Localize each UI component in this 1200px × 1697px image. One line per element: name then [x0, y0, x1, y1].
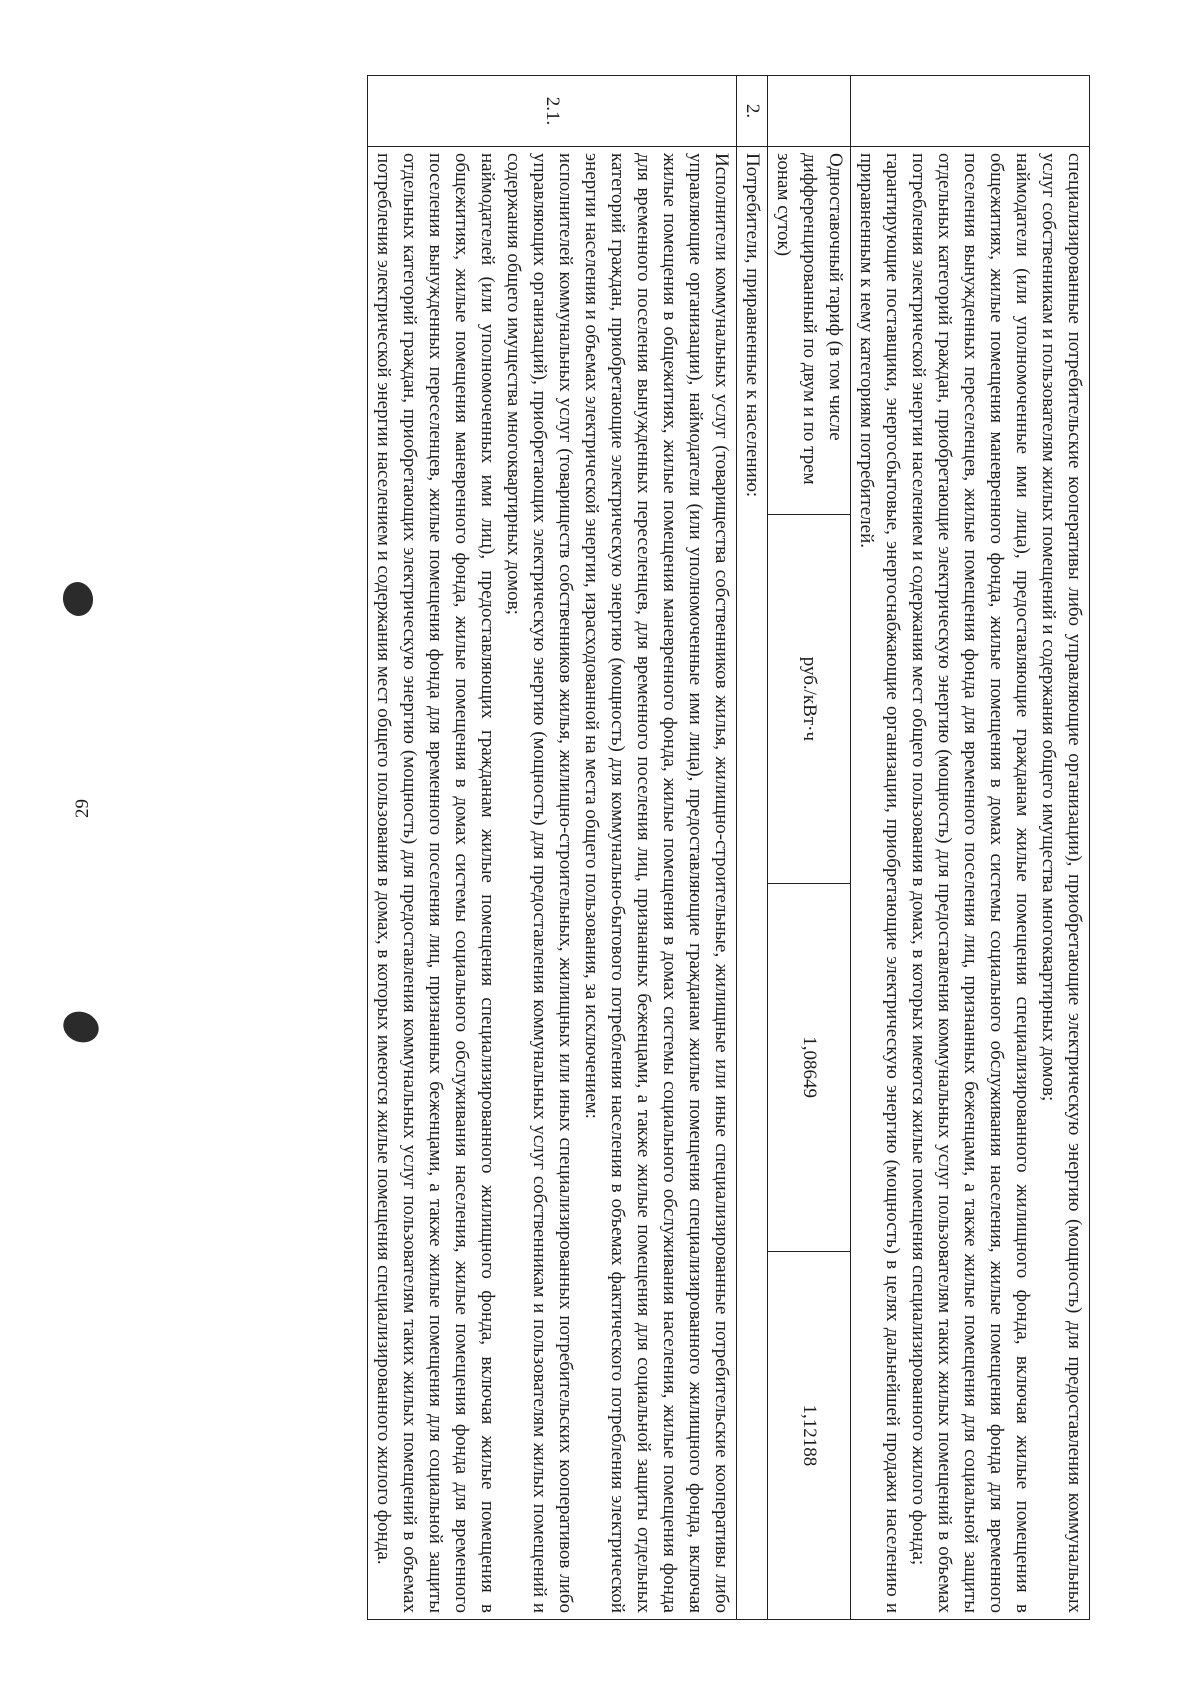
paragraph: гарантирующие поставщики, энергосбытовые, энергоснабжающие организации, приобретающие электрическую энергию (мощность) в целях дальнейшей продажи населению и приравненным к нему категориям потребителей.: [856, 153, 903, 1613]
tariff-value-1: 1,08649: [768, 883, 851, 1251]
section-heading: Потребители, приравненные к населению:: [737, 147, 768, 1620]
paragraph: наймодатели (или уполномоченные ими лица), предоставляющие гражданам жилые помещения специализированного жилищного фонда, включая жилые помещения в общежитиях, жилые помещения маневренного фонда, жилые помещения в домах системы социального обслуживания населения, жилые помещения фонда для временного поселения вынужденных переселенцев, жилые помещения фонда для временного поселения лиц, признанных беженцами, а также жилые помещения для социальной защиты отдельных категорий граждан, приобретающие электрическую энергию (мощность) для предоставления коммунальных услуг пользователям таких жилых помещений в объемах потребления электрической энергии населением и содержания мест общего пользования в домах, в которых имеются жилые помещения специализированного жилого фонда;: [908, 153, 1033, 1613]
tariff-value-2: 1,12188: [768, 1251, 851, 1619]
row-number: [851, 76, 1090, 147]
row-number: [768, 76, 851, 147]
tariff-table: [367, 75, 1090, 1620]
table-row: [851, 76, 1090, 1620]
continuation-text-cell: [851, 147, 1090, 1620]
table-row: [368, 76, 737, 1620]
scan-smudge: [59, 1007, 103, 1048]
table-row: [768, 76, 851, 1620]
tariff-table-rotated: [105, 75, 1090, 1620]
paragraph: специализированные потребительские кооперативы либо управляющие организации), приобретающие электрическую энергию (мощность) для предоставления коммунальных услуг собственникам и пользователям жилых помещений и содержания общего имущества многоквартирных домов;: [1038, 153, 1085, 1613]
paragraph: наймодателей (или уполномоченных ими лиц), предоставляющих гражданам жилые помещения специализированного жилищного фонда, включая жилые помещения в общежитиях, жилые помещения маневренного фонда, жилые помещения в домах системы социального обслуживания населения, жилые помещения фонда для временного поселения вынужденных переселенцев, жилые помещения фонда для временного поселения лиц, признанных беженцами, а также жилые помещения для социальной защиты отдельных категорий граждан, приобретающих электрическую энергию (мощность) для предоставления коммунальных услуг пользователям таких жилых помещений в объемах потребления электрической энергии населением и содержания мест общего пользования в домах, в которых имеются жилые помещения специализированного жилого фонда.: [373, 153, 498, 1613]
section-2-1-text-cell: [368, 147, 737, 1620]
paragraph: исполнителей коммунальных услуг (товариществ собственников жилья, жилищно-строительных, жилищных или иных специализированных потребительских кооперативов либо управляющих организаций), приобретающих электрическую энергию (мощность) для предоставления коммунальных услуг собственникам и пользователям жилых помещений и содержания общего имущества многоквартирных домов;: [503, 153, 576, 1613]
row-number: 2.1.: [368, 76, 737, 147]
tariff-unit: руб./кВт·ч: [768, 515, 851, 883]
table-row: [737, 76, 768, 1620]
scan-smudge: [60, 580, 95, 619]
tariff-description: Одноставочный тариф (в том числе дифференцированный по двум и по трем зонам суток): [768, 147, 851, 515]
paragraph: Исполнители коммунальных услуг (товарищества собственников жилья, жилищно-строительные, жилищные или иные специализированные потребительские кооперативы либо управляющие организации), наймодатели (или уполномоченные ими лица), предоставляющие гражданам жилые помещения специализированного жилищного фонда, включая жилые помещения в общежитиях, жилые помещения маневренного фонда, жилые помещения в домах системы социального обслуживания населения, жилые помещения фонда для временного поселения вынужденных переселенцев, для временного поселения лиц, признанных беженцами, а также жилые помещения для социальной защиты отдельных категорий граждан, приобретающие электрическую энергию (мощность) для коммунально-бытового потребления населения в объемах фактического потребления электрической энергии населения и объемах электрической энергии, израсходованной на места общего пользования, за исключением:: [581, 153, 732, 1613]
row-number: 2.: [737, 76, 768, 147]
page-number: 29: [72, 799, 93, 818]
